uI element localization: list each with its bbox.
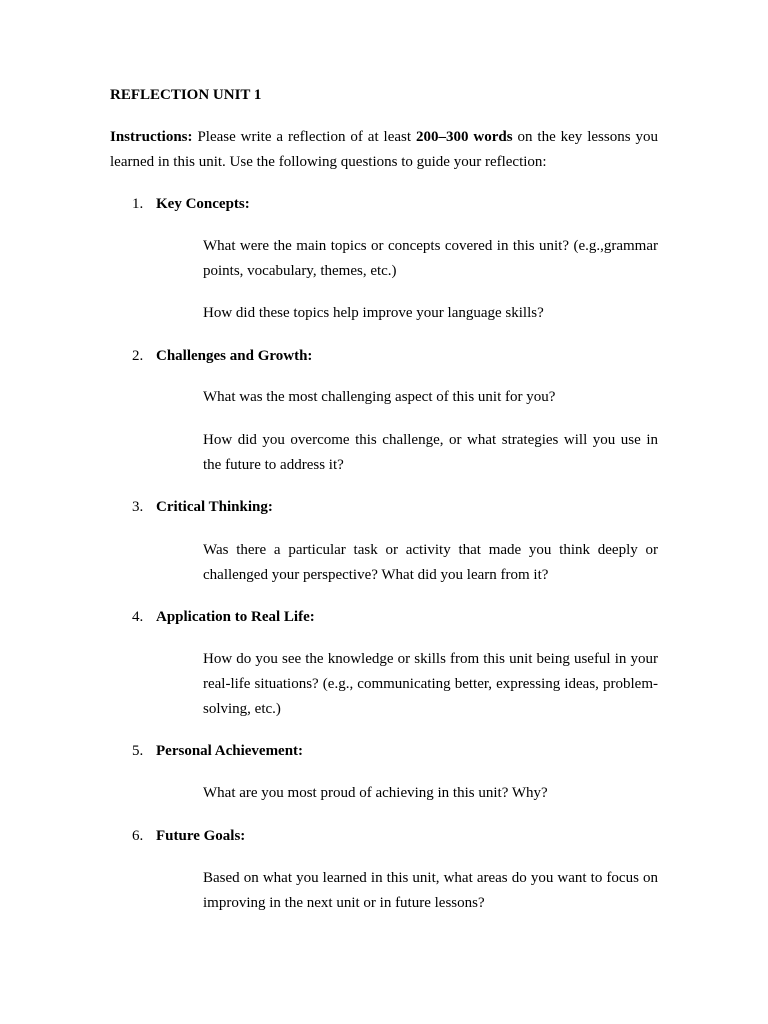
section-heading-label: Application to Real Life: (156, 609, 315, 625)
question-text: How did these topics help improve your language skills? (203, 305, 544, 321)
document-title: REFLECTION UNIT 1 (110, 87, 262, 103)
section-number: 2. (132, 348, 144, 364)
question-text: Based on what you learned in this unit, what areas do you want to focus on improving in the next unit or in future lessons? (203, 870, 658, 911)
section-heading-application-to-real-life (132, 608, 315, 626)
section-heading-critical-thinking (132, 498, 273, 516)
section-number: 3. (132, 499, 144, 515)
question-text: What are you most proud of achieving in this unit? Why? (203, 785, 548, 801)
section-number: 6. (132, 828, 144, 844)
instructions-label: Instructions: (110, 129, 193, 145)
section-heading-label: Future Goals: (156, 828, 246, 844)
section-number: 5. (132, 743, 144, 759)
section-number: 1. (132, 196, 144, 212)
instructions-text-2: on the key lessons you learned in this unit. Use the following questions to guide your reflection: (110, 129, 658, 170)
section-heading-label: Critical Thinking: (156, 499, 273, 515)
question-text: How do you see the knowledge or skills from this unit being useful in your real-life situations? (e.g., communicating better, expressing ideas, problem-solving, etc.) (203, 651, 658, 717)
instructions-text-1: Please write a reflection of at least (192, 129, 416, 145)
section-heading-challenges-and-growth (132, 347, 312, 365)
section-heading-future-goals (132, 827, 245, 845)
question-text: What were the main topics or concepts covered in this unit? (e.g.,grammar points, vocabulary, themes, etc.) (203, 238, 658, 279)
section-heading-label: Key Concepts: (156, 196, 250, 212)
section-heading-label: Challenges and Growth: (156, 348, 313, 364)
instructions-word-count: 200–300 words (415, 129, 513, 145)
instructions-paragraph (110, 125, 658, 175)
question-text: What was the most challenging aspect of this unit for you? (203, 389, 556, 405)
question-text: How did you overcome this challenge, or what strategies will you use in the future to address it? (203, 432, 658, 473)
section-heading-label: Personal Achievement: (156, 743, 304, 759)
question-text: Was there a particular task or activity that made you think deeply or challenged your perspective? What did you learn from it? (203, 542, 658, 583)
section-heading-key-concepts (132, 195, 250, 213)
section-number: 4. (132, 609, 144, 625)
section-heading-personal-achievement (132, 742, 303, 760)
